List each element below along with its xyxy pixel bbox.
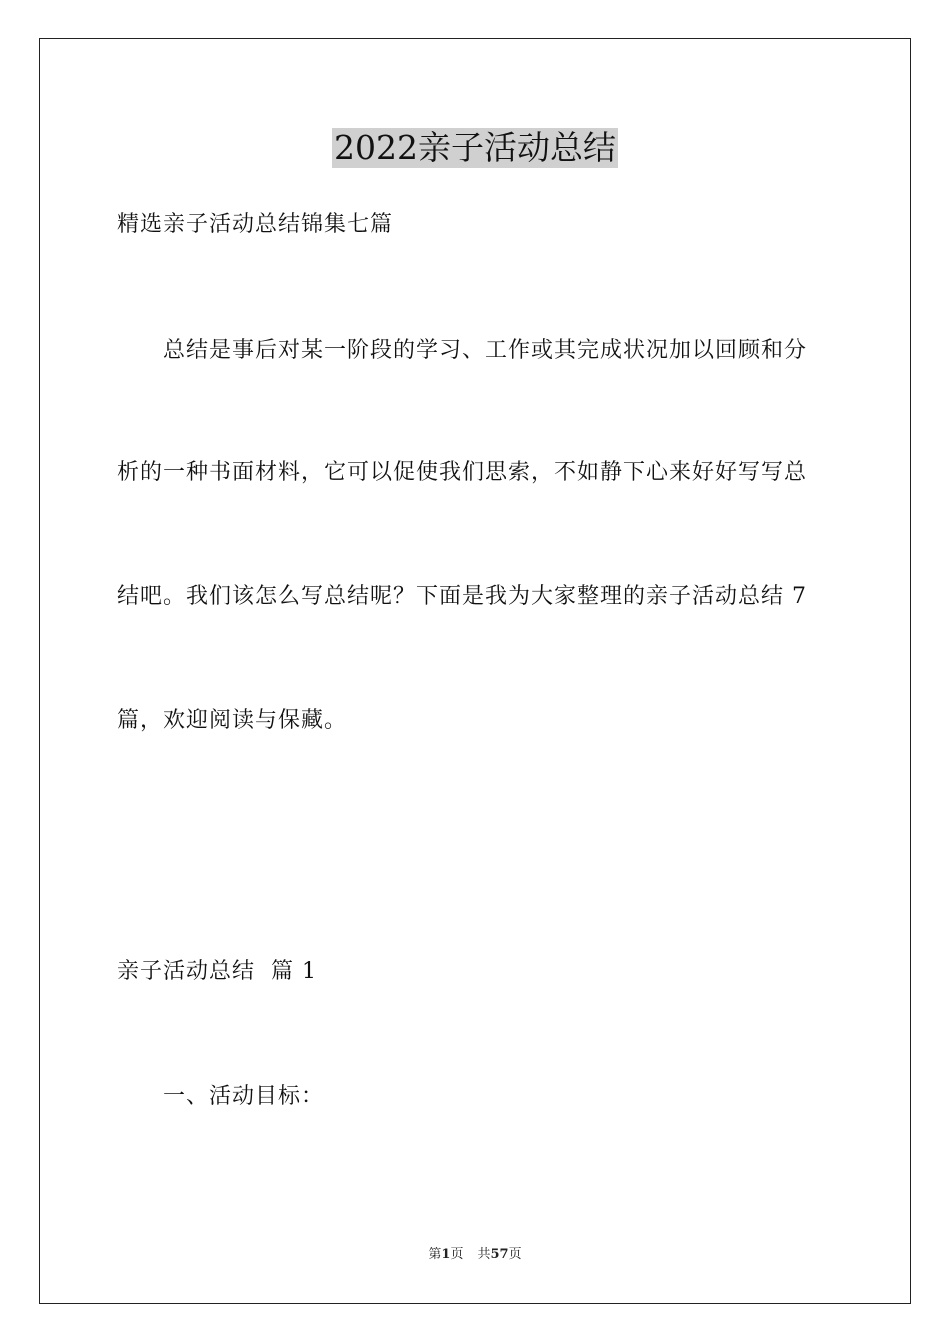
intro-line-2: 析的一种书面材料，它可以促使我们思索，不如静下心来好好写写总 [117,460,808,485]
document-title: 2022亲子活动总结 [334,128,616,167]
footer-page-number: 1 [441,1247,451,1262]
footer-page-suffix: 页 [450,1247,464,1262]
footer-total-pages: 57 [490,1247,509,1262]
page-footer [0,1246,950,1264]
section-heading: 亲子活动总结 篇 1 [117,959,317,984]
footer-total-prefix: 共 [477,1247,491,1262]
intro-line-3: 结吧。我们该怎么写总结呢？下面是我为大家整理的亲子活动总结 7 [117,584,807,609]
intro-line-4: 篇，欢迎阅读与保藏。 [117,708,348,733]
title-container [0,128,950,168]
footer-page-prefix: 第 [428,1247,442,1262]
intro-line-1: 总结是事后对某一阶段的学习、工作或其完成状况加以回顾和分 [163,338,808,363]
document-subtitle: 精选亲子活动总结锦集七篇 [117,212,394,237]
footer-total-suffix: 页 [508,1247,522,1262]
subsection-heading: 一、活动目标： [163,1084,325,1109]
